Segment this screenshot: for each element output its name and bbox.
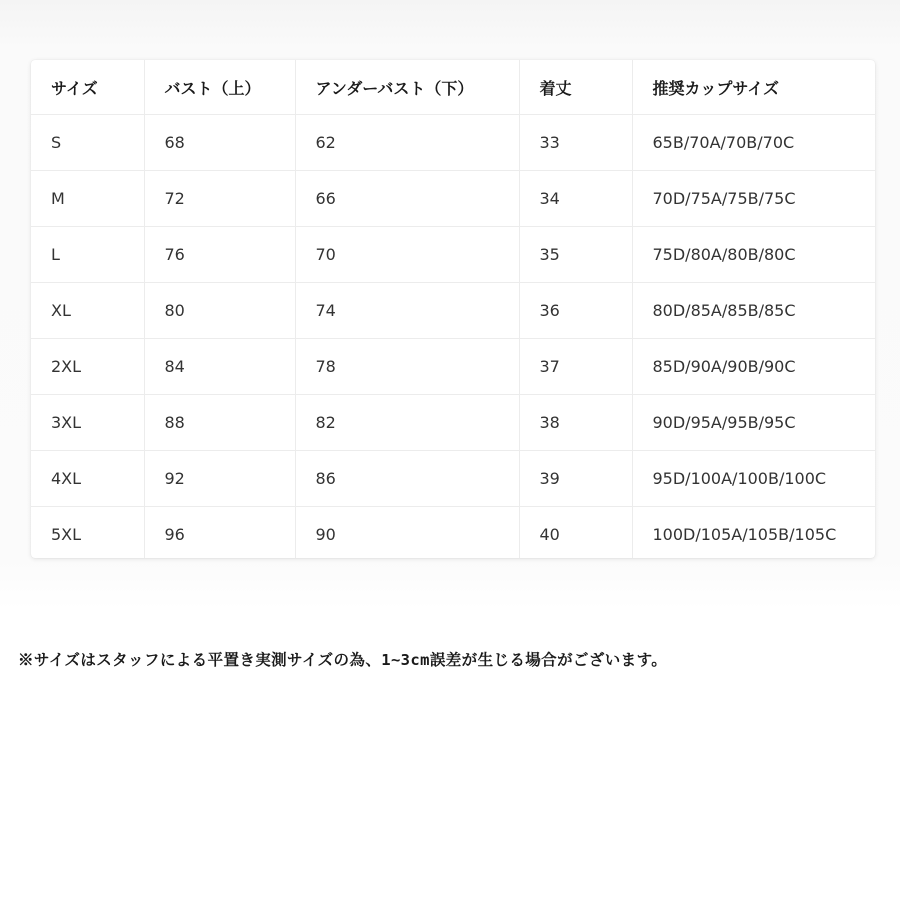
cell-bust-top: 72 [144,171,295,227]
cell-bust-top: 76 [144,227,295,283]
table-row [31,395,875,451]
cell-length: 36 [519,283,632,339]
cell-bust-top: 96 [144,507,295,559]
cell-cup-size: 75D/80A/80B/80C [632,227,875,283]
header-size: サイズ [31,60,144,115]
table-row [31,451,875,507]
cell-length: 33 [519,115,632,171]
cell-cup-size: 100D/105A/105B/105C [652,525,837,544]
cell-size: 2XL [31,339,144,395]
header-cup-size: 推奨カップサイズ [632,60,875,115]
cell-underbust: 70 [295,227,519,283]
cell-bust-top: 80 [144,283,295,339]
cell-underbust: 78 [295,339,519,395]
cell-size: 4XL [31,451,144,507]
header-row [31,60,875,115]
cell-cup-size: 80D/85A/85B/85C [632,283,875,339]
cell-underbust: 62 [295,115,519,171]
cell-cup-size: 95D/100A/100B/100C [632,451,875,507]
size-chart-card [31,60,875,558]
table-row [31,171,875,227]
cell-cup-size: 65B/70A/70B/70C [632,115,875,171]
cell-cup-size: 70D/75A/75B/75C [632,171,875,227]
cell-length: 39 [519,451,632,507]
cell-size: M [31,171,144,227]
cell-bust-top: 84 [144,339,295,395]
cell-cup-size: 90D/95A/95B/95C [632,395,875,451]
table-row [31,507,875,559]
cell-size: S [31,115,144,171]
table-row [31,227,875,283]
size-chart-table [31,60,875,558]
cell-size: 5XL [31,507,144,559]
cell-underbust: 74 [295,283,519,339]
cell-size: L [31,227,144,283]
header-underbust: アンダーバスト（下） [295,60,519,115]
table-row [31,339,875,395]
table-row [31,283,875,339]
cell-cup-size: 85D/90A/90B/90C [632,339,875,395]
cell-size: XL [31,283,144,339]
cell-length: 38 [519,395,632,451]
cell-length: 40 [519,507,632,559]
cell-length: 34 [519,171,632,227]
cell-size: 3XL [31,395,144,451]
cell-bust-top: 92 [144,451,295,507]
cell-underbust: 86 [295,451,519,507]
cell-bust-top: 88 [144,395,295,451]
header-length: 着丈 [519,60,632,115]
cell-underbust: 66 [295,171,519,227]
cell-length: 37 [519,339,632,395]
header-bust-top: バスト（上） [144,60,295,115]
cell-length: 35 [519,227,632,283]
cell-underbust: 82 [295,395,519,451]
table-row [31,115,875,171]
measurement-note: ※サイズはスタッフによる平置き実測サイズの為、1~3cm誤差が生じる場合がございます。 [18,651,668,669]
cell-underbust: 90 [295,507,519,559]
cell-bust-top: 68 [144,115,295,171]
